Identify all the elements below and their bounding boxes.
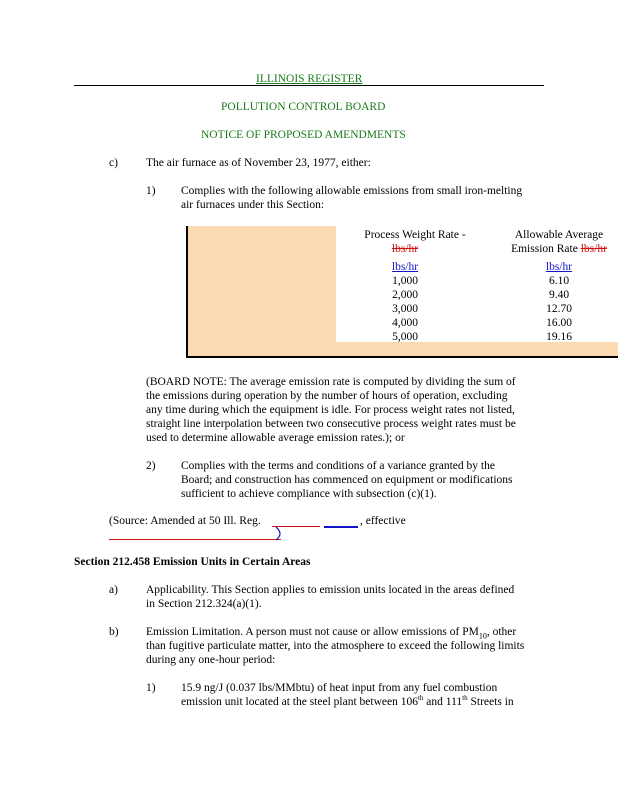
source-blank-blue: [324, 526, 358, 528]
emission-rate-value: 9.40: [548, 289, 570, 301]
source-effective: , effective: [360, 515, 406, 527]
process-weight-value: 5,000: [392, 331, 418, 343]
para-a-label: a): [109, 584, 118, 596]
emission-rate-value: 6.10: [548, 275, 570, 287]
emission-rate-header-line2: Emission Rate lbs/hr: [511, 243, 607, 255]
table-bottom-rule: [186, 356, 618, 358]
item1-line1: Complies with the following allowable emissions from small iron-melting: [181, 185, 523, 197]
para-b-label: b): [109, 626, 119, 638]
board-note-line: used to determine allowable average emission rates.); or: [146, 432, 405, 444]
process-weight-value: 4,000: [392, 317, 418, 329]
item2-line: Board; and construction has commenced on equipment or modifications: [181, 474, 513, 486]
board-title: POLLUTION CONTROL BOARD: [221, 101, 386, 113]
table-col-process-weight: [340, 228, 490, 344]
item2-line: sufficient to achieve compliance with subsection (c)(1).: [181, 488, 437, 500]
board-note-line: (BOARD NOTE: The average emission rate is computed by dividing the sum of: [146, 376, 516, 388]
process-weight-value: 2,000: [392, 289, 418, 301]
item1-line2: air furnaces under this Section:: [181, 199, 325, 211]
table-highlight: [188, 226, 336, 356]
table-col-emission-rate: [500, 228, 618, 344]
process-weight-header: Process Weight Rate -: [364, 229, 466, 241]
item2-label: 2): [146, 460, 156, 472]
source-text: (Source: Amended at 50 Ill. Reg.: [109, 515, 261, 527]
sub-b1-line2: emission unit located at the steel plant between 106th and 111th Streets in: [181, 694, 514, 708]
para-c-text: The air furnace as of November 23, 1977, either:: [146, 157, 371, 169]
close-paren-stroke: [276, 527, 280, 540]
para-b-line2: than fugitive particulate matter, into the atmosphere to exceed the following limits: [146, 640, 525, 652]
table-bottom-shade: [188, 342, 618, 356]
para-b-line3: during any one-hour period:: [146, 654, 276, 666]
emission-rate-unit: lbs/hr: [545, 261, 573, 273]
item2-line: Complies with the terms and conditions of a variance granted by the: [181, 460, 495, 472]
board-note-line: straight line interpolation between two consecutive process weight rates must be: [146, 418, 516, 430]
para-b-line1: Emission Limitation. A person must not cause or allow emissions of $PM_{10}$, other: [146, 626, 517, 641]
emission-rate-value: 19.16: [546, 331, 572, 343]
sub-b1-label: 1): [146, 682, 156, 694]
process-weight-value: 3,000: [392, 303, 418, 315]
emission-rate-header-line1: Allowable Average: [514, 229, 604, 241]
emission-rate-value: 12.70: [546, 303, 572, 315]
process-weight-deleted-unit: lbs/hr: [391, 243, 419, 255]
register-title: ILLINOIS REGISTER: [256, 73, 363, 85]
section-title: Section 212.458 Emission Units in Certain Areas: [74, 556, 311, 568]
para-a-line: Applicability. This Section applies to emission units located in the areas defined: [146, 584, 515, 596]
sub-b1-line1: 15.9 ng/J (0.037 lbs/MMbtu) of heat input from any fuel combustion: [181, 682, 498, 694]
item1-label: 1): [146, 185, 156, 197]
emission-rate-value: 16.00: [546, 317, 572, 329]
table-left-rule: [186, 226, 188, 358]
board-note-line: any time during which the equipment is idle. For process weight rates not listed,: [146, 404, 515, 416]
process-weight-unit: lbs/hr: [391, 261, 419, 273]
source-close-paren-mark: [272, 526, 288, 542]
para-a-line: in Section 212.324(a)(1).: [146, 598, 262, 610]
para-c-label: c): [109, 157, 118, 169]
notice-title: NOTICE OF PROPOSED AMENDMENTS: [201, 129, 406, 141]
process-weight-value: 1,000: [392, 275, 418, 287]
board-note-line: the emissions during operation by the number of hours of operation, excluding: [146, 390, 508, 402]
source-blank-red-2: [109, 539, 281, 540]
